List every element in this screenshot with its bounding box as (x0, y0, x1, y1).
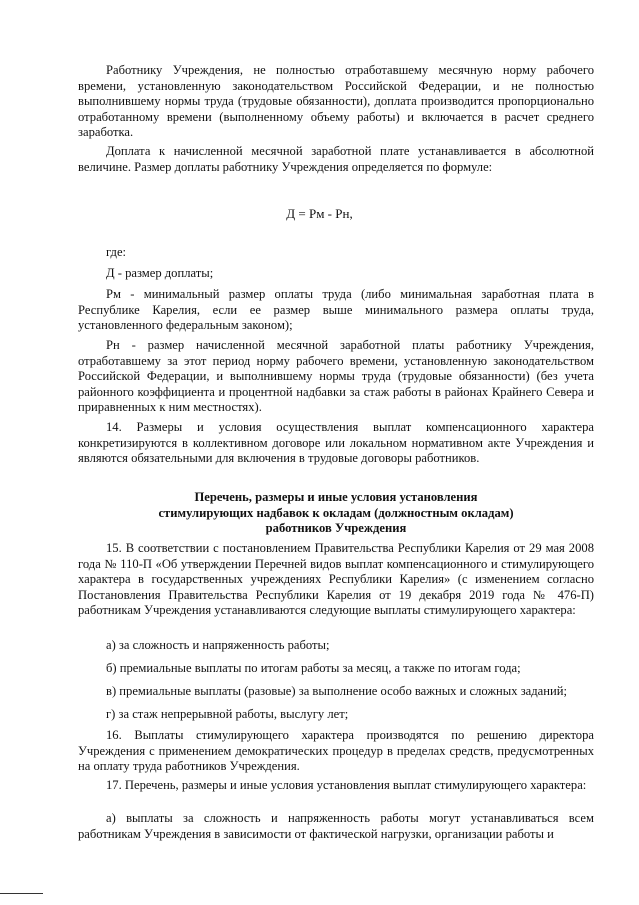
paragraph-16: 16. Выплаты стимулирующего характера производятся по решению директора Учреждения с применением демократических процедур в пределах средств, предусмотренных на оплату труда работников Учреждения. (78, 728, 594, 773)
list-item-a: а) за сложность и напряженность работы; (106, 638, 330, 652)
list-item-b: б) премиальные выплаты по итогам работы за месяц, а также по итогам года; (106, 661, 521, 675)
list-item-g: г) за стаж непрерывной работы, выслугу лет; (106, 707, 349, 721)
heading-line-3: работников Учреждения (265, 521, 407, 535)
heading-line-2: стимулирующих надбавок к окладам (должностным окладам) (158, 505, 514, 520)
heading-line-1: Перечень, размеры и иные условия установления (194, 490, 478, 504)
paragraph-supplement: Доплата к начисленной месячной заработной плате устанавливается в абсолютной величине. Размер доплаты работнику Учреждения определяется по формуле: (78, 144, 594, 174)
paragraph-17a: а) выплаты за сложность и напряженность работы могут устанавливаться всем работникам Учреждения в зависимости от фактической нагрузки, организации работы и (78, 811, 594, 841)
paragraph-17: 17. Перечень, размеры и иные условия установления выплат стимулирующего характера: (106, 778, 587, 792)
footer-rule (0, 893, 43, 894)
definition-rm: Рм - минимальный размер оплаты труда (либо минимальная заработная плата в Республике Карелия, если ее размер выше минимального размера оплаты труда, установленного федеральным законом); (78, 287, 594, 332)
paragraph-15: 15. В соответствии с постановлением Правительства Республики Карелия от 29 мая 2008 года № 110-П «Об утверждении Перечней видов выплат компенсационного и стимулирующего характера в государственных учреждениях Республики Карелия» (с изменением согласно Постановления Правительства Республики Карелия от 19 декабря 2019 года № 476-П) работникам Учреждения устанавливаются следующие выплаты стимулирующего характера: (78, 541, 594, 617)
list-item-v: в) премиальные выплаты (разовые) за выполнение особо важных и сложных заданий; (106, 684, 567, 698)
definition-d: Д - размер доплаты; (106, 266, 214, 280)
paragraph-partial-norm: Работнику Учреждения, не полностью отработавшему месячную норму рабочего времени, установленную законодательством Российской Федерации, и не полностью выполнившему нормы труда (трудовые обязанности), доплата производится пропорционально отработанному времени (выполненному объему работы) и включается в расчет среднего заработка. (78, 63, 594, 139)
section-heading (78, 490, 594, 537)
paragraph-14: 14. Размеры и условия осуществления выплат компенсационного характера конкретизируются в коллективном договоре или локальном нормативном акте Учреждения и являются обязательными для включения в трудовые договоры работников. (78, 420, 594, 465)
formula: Д = Рм - Рн, (286, 206, 353, 221)
definition-rn: Рн - размер начисленной месячной заработной платы работнику Учреждения, отработавшему за этот период норму рабочего времени, установленную законодательством Российской Федерации, и выполнившему нормы труда (трудовые обязанности) (без учета районного коэффициента и процентной надбавки за стаж работы в районах Крайнего Севера и приравненных к ним местностях). (78, 338, 594, 414)
where-label: где: (106, 245, 127, 259)
